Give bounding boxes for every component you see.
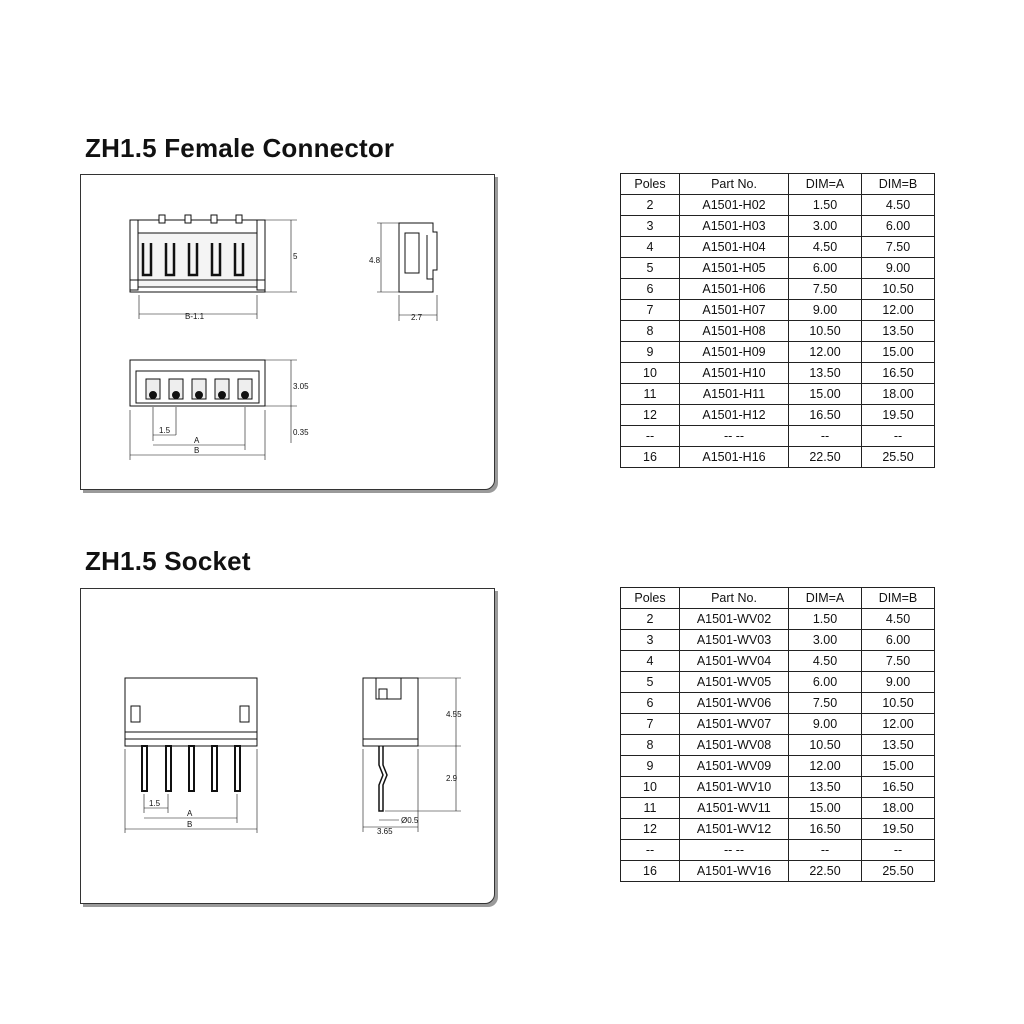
part-no-cell: A1501-H08 — [680, 321, 789, 342]
poles-cell: 4 — [621, 237, 680, 258]
dim-a-cell: 22.50 — [789, 861, 862, 882]
dim-a-cell: 9.00 — [789, 300, 862, 321]
part-no-cell: A1501-WV10 — [680, 777, 789, 798]
dim-a-cell: 4.50 — [789, 237, 862, 258]
part-no-cell: A1501-WV06 — [680, 693, 789, 714]
dim-a-cell: 9.00 — [789, 714, 862, 735]
poles-cell: 10 — [621, 777, 680, 798]
dim-a-cell: 10.50 — [789, 735, 862, 756]
table-row — [621, 321, 935, 342]
poles-cell: -- — [621, 426, 680, 447]
poles-cell: 6 — [621, 693, 680, 714]
socket-dim-3-65-label: 3.65 — [377, 827, 393, 836]
poles-cell: 3 — [621, 630, 680, 651]
poles-cell: 9 — [621, 342, 680, 363]
dim-0-35-label: 0.35 — [293, 428, 309, 437]
dim-a-cell: 6.00 — [789, 672, 862, 693]
part-no-cell: A1501-WV04 — [680, 651, 789, 672]
socket-side-body — [363, 678, 418, 746]
part-no-cell: A1501-H16 — [680, 447, 789, 468]
table-row — [621, 777, 935, 798]
table-row — [621, 237, 935, 258]
table-header-row — [621, 588, 935, 609]
dim-a-cell: 1.50 — [789, 609, 862, 630]
dim-a-cell: 10.50 — [789, 321, 862, 342]
dim-a-cell: 7.50 — [789, 693, 862, 714]
table-row — [621, 216, 935, 237]
header-part-no: Part No. — [680, 174, 789, 195]
dim-b-cell: 9.00 — [862, 672, 935, 693]
dim-b-cell: 10.50 — [862, 279, 935, 300]
dim-b-cell: 16.50 — [862, 363, 935, 384]
socket-dim-1-5-label: 1.5 — [149, 799, 161, 808]
header-dim-b: DIM=B — [862, 588, 935, 609]
header-dim-a: DIM=A — [789, 588, 862, 609]
dim-a-cell: 15.00 — [789, 384, 862, 405]
table-row — [621, 195, 935, 216]
socket-spec-table — [620, 587, 935, 882]
dim-b-cell: -- — [862, 840, 935, 861]
table-row — [621, 840, 935, 861]
socket-front-body — [125, 678, 257, 746]
dim-a-cell: -- — [789, 426, 862, 447]
part-no-cell: A1501-WV08 — [680, 735, 789, 756]
dim-b-cell: 12.00 — [862, 300, 935, 321]
dim-a-cell: 13.50 — [789, 777, 862, 798]
pin — [142, 746, 147, 791]
table-row — [621, 405, 935, 426]
poles-cell: 2 — [621, 195, 680, 216]
pin — [189, 746, 194, 791]
table-row — [621, 651, 935, 672]
poles-cell: 11 — [621, 798, 680, 819]
dim-a-cell: 3.00 — [789, 630, 862, 651]
dim-3-05-label: 3.05 — [293, 382, 309, 391]
table-row — [621, 861, 935, 882]
pin — [235, 746, 240, 791]
header-part-no: Part No. — [680, 588, 789, 609]
part-no-cell: A1501-H02 — [680, 195, 789, 216]
dim-a-cell: 12.00 — [789, 342, 862, 363]
poles-cell: 5 — [621, 258, 680, 279]
dim-5-label: 5 — [293, 252, 298, 261]
table-row — [621, 672, 935, 693]
dim-b-cell: 4.50 — [862, 195, 935, 216]
female-connector-drawing-panel — [80, 174, 495, 490]
poles-cell: -- — [621, 840, 680, 861]
dim-a-cell: -- — [789, 840, 862, 861]
dim-b-cell: 15.00 — [862, 756, 935, 777]
table-row — [621, 300, 935, 321]
part-no-cell: A1501-WV09 — [680, 756, 789, 777]
table-row — [621, 714, 935, 735]
dim-b-cell: 12.00 — [862, 714, 935, 735]
part-no-cell: A1501-H12 — [680, 405, 789, 426]
dim-b-cell: 13.50 — [862, 735, 935, 756]
part-no-cell: A1501-H05 — [680, 258, 789, 279]
part-no-cell: A1501-H03 — [680, 216, 789, 237]
dim-b-cell: 7.50 — [862, 651, 935, 672]
part-no-cell: A1501-H07 — [680, 300, 789, 321]
pin — [212, 746, 217, 791]
header-poles: Poles — [621, 174, 680, 195]
dim-a-cell: 3.00 — [789, 216, 862, 237]
socket-dim-2-9-label: 2.9 — [446, 774, 458, 783]
dim-1-5-label: 1.5 — [159, 426, 171, 435]
female-connector-title: ZH1.5 Female Connector — [85, 133, 395, 163]
dim-b-minus-label: B-1.1 — [185, 312, 205, 321]
dim-a-cell: 12.00 — [789, 756, 862, 777]
table-row — [621, 693, 935, 714]
socket-dim-d0-5-label: Ø0.5 — [401, 816, 419, 825]
dim-b-cell: 15.00 — [862, 342, 935, 363]
part-no-cell: A1501-H06 — [680, 279, 789, 300]
part-no-cell: A1501-WV16 — [680, 861, 789, 882]
dim-a-cell: 6.00 — [789, 258, 862, 279]
socket-dim-a-label: A — [187, 809, 193, 818]
header-dim-b: DIM=B — [862, 174, 935, 195]
dim-b-cell: 18.00 — [862, 384, 935, 405]
dim-b-cell: 25.50 — [862, 861, 935, 882]
dim-b-cell: 25.50 — [862, 447, 935, 468]
table-row — [621, 426, 935, 447]
part-no-cell: A1501-H11 — [680, 384, 789, 405]
dim-a-cell: 16.50 — [789, 405, 862, 426]
poles-cell: 7 — [621, 714, 680, 735]
socket-dim-4-55-label: 4.55 — [446, 710, 462, 719]
part-no-cell: -- -- — [680, 840, 789, 861]
part-no-cell: A1501-WV02 — [680, 609, 789, 630]
dim-b-cell: 10.50 — [862, 693, 935, 714]
dim-b-cell: -- — [862, 426, 935, 447]
header-dim-a: DIM=A — [789, 174, 862, 195]
table-header-row — [621, 174, 935, 195]
table-row — [621, 819, 935, 840]
poles-cell: 7 — [621, 300, 680, 321]
dim-a-cell: 7.50 — [789, 279, 862, 300]
poles-cell: 16 — [621, 861, 680, 882]
dim-4-8-label: 4.8 — [369, 256, 381, 265]
part-no-cell: A1501-H04 — [680, 237, 789, 258]
dim-b-cell: 7.50 — [862, 237, 935, 258]
table-row — [621, 798, 935, 819]
dim-a-cell: 15.00 — [789, 798, 862, 819]
dim-b-cell: 16.50 — [862, 777, 935, 798]
table-row — [621, 258, 935, 279]
dim-b-cell: 18.00 — [862, 798, 935, 819]
poles-cell: 16 — [621, 447, 680, 468]
poles-cell: 11 — [621, 384, 680, 405]
table-row — [621, 384, 935, 405]
table-row — [621, 342, 935, 363]
table-row — [621, 756, 935, 777]
part-no-cell: A1501-WV11 — [680, 798, 789, 819]
dim-a-cell: 4.50 — [789, 651, 862, 672]
dim-2-7-label: 2.7 — [411, 313, 423, 322]
table-row — [621, 447, 935, 468]
socket-dim-b-label: B — [187, 820, 193, 829]
dim-a-cell: 1.50 — [789, 195, 862, 216]
dim-b-cell: 13.50 — [862, 321, 935, 342]
table-row — [621, 279, 935, 300]
female-connector-drawing — [81, 175, 494, 489]
poles-cell: 8 — [621, 735, 680, 756]
dim-a-label: A — [194, 436, 200, 445]
pin — [166, 746, 171, 791]
dim-b-cell: 9.00 — [862, 258, 935, 279]
socket-drawing-panel — [80, 588, 495, 904]
dim-b-cell: 4.50 — [862, 609, 935, 630]
poles-cell: 3 — [621, 216, 680, 237]
poles-cell: 12 — [621, 819, 680, 840]
dim-b-cell: 6.00 — [862, 216, 935, 237]
table-row — [621, 609, 935, 630]
header-poles: Poles — [621, 588, 680, 609]
poles-cell: 10 — [621, 363, 680, 384]
poles-cell: 12 — [621, 405, 680, 426]
dim-b-cell: 19.50 — [862, 819, 935, 840]
table-row — [621, 735, 935, 756]
part-no-cell: A1501-WV05 — [680, 672, 789, 693]
part-no-cell: -- -- — [680, 426, 789, 447]
part-no-cell: A1501-WV03 — [680, 630, 789, 651]
socket-title: ZH1.5 Socket — [85, 546, 251, 576]
poles-cell: 4 — [621, 651, 680, 672]
table-row — [621, 363, 935, 384]
dim-b-label: B — [194, 446, 200, 455]
dim-b-cell: 19.50 — [862, 405, 935, 426]
dim-a-cell: 22.50 — [789, 447, 862, 468]
table-row — [621, 630, 935, 651]
dim-b-cell: 6.00 — [862, 630, 935, 651]
part-no-cell: A1501-WV12 — [680, 819, 789, 840]
poles-cell: 8 — [621, 321, 680, 342]
poles-cell: 9 — [621, 756, 680, 777]
part-no-cell: A1501-H09 — [680, 342, 789, 363]
poles-cell: 6 — [621, 279, 680, 300]
poles-cell: 2 — [621, 609, 680, 630]
poles-cell: 5 — [621, 672, 680, 693]
dim-a-cell: 16.50 — [789, 819, 862, 840]
dim-a-cell: 13.50 — [789, 363, 862, 384]
socket-drawing — [81, 589, 494, 903]
part-no-cell: A1501-WV07 — [680, 714, 789, 735]
part-no-cell: A1501-H10 — [680, 363, 789, 384]
female-connector-spec-table — [620, 173, 935, 468]
